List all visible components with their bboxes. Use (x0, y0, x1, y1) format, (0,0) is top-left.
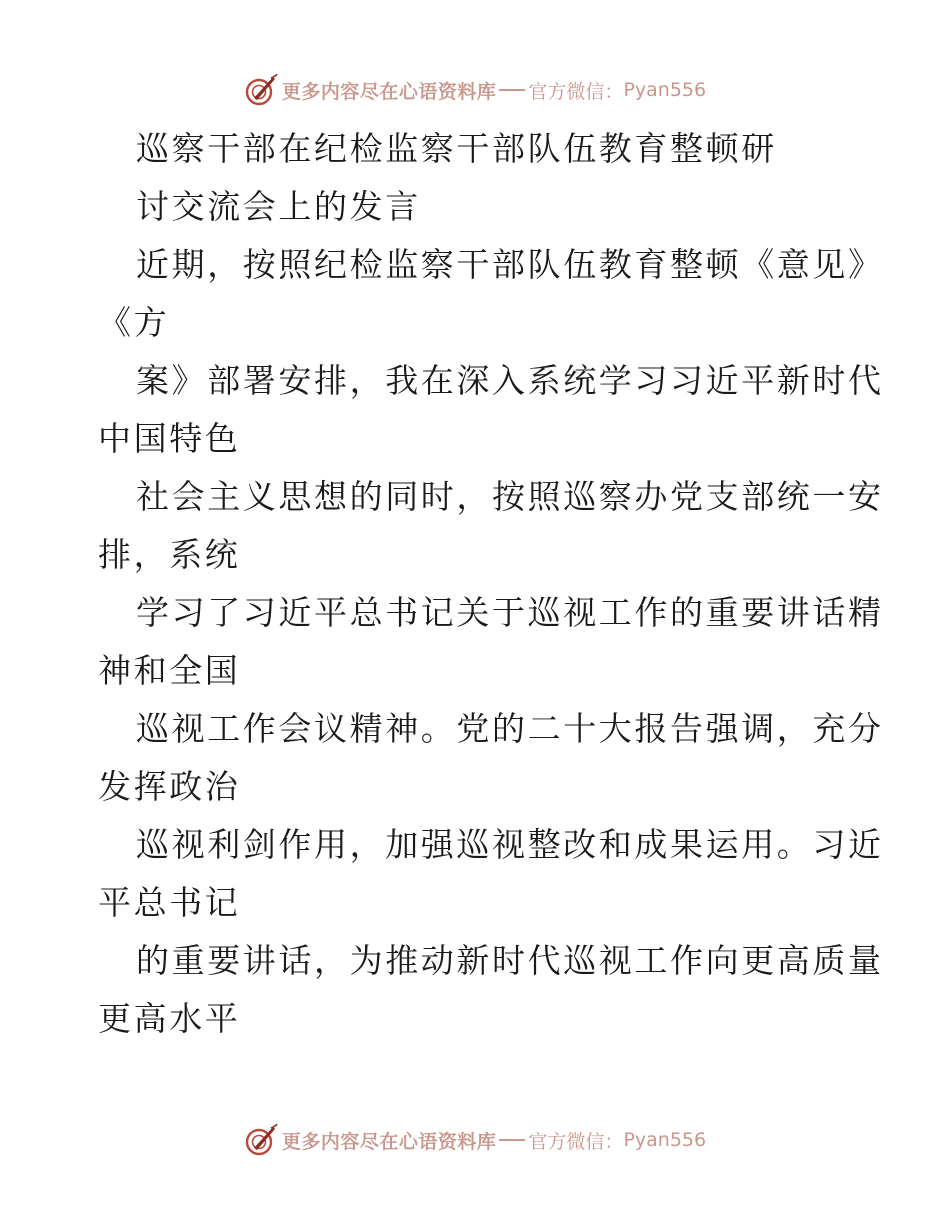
paragraph-line: 学习了习近平总书记关于巡视工作的重要讲话精 (136, 593, 884, 632)
watermark-text: 更多内容尽在心语资料库 (281, 1130, 497, 1153)
paragraph-line: 发挥政治 (98, 767, 241, 806)
paragraph-line: 排，系统 (98, 535, 241, 574)
watermark-dash (499, 89, 525, 91)
watermark-wechat-id: Pyan556 (623, 1129, 707, 1151)
header-watermark (0, 70, 950, 110)
paragraph-line: 巡视利剑作用，加强巡视整改和成果运用。习近 (136, 825, 884, 864)
quill-logo-icon (244, 1123, 278, 1157)
paragraph-line: 近期，按照纪检监察干部队伍教育整顿《意见》 (136, 245, 884, 284)
watermark-text: 更多内容尽在心语资料库 (281, 80, 497, 103)
paragraph-line: 巡视工作会议精神。党的二十大报告强调，充分 (136, 709, 884, 748)
watermark-wechat-label: 官方微信： (528, 80, 624, 103)
quill-logo-icon (244, 73, 278, 107)
watermark-wechat-id: Pyan556 (623, 79, 707, 101)
paragraph-line: 社会主义思想的同时，按照巡察办党支部统一安 (136, 477, 884, 516)
document-title-line: 讨交流会上的发言 (136, 187, 421, 226)
paragraph-line: 更高水平 (98, 999, 241, 1038)
watermark-dash (499, 1139, 525, 1141)
paragraph-line: 的重要讲话，为推动新时代巡视工作向更高质量 (136, 941, 884, 980)
paragraph-line: 中国特色 (98, 419, 241, 458)
paragraph-line: 案》部署安排，我在深入系统学习习近平新时代 (136, 361, 884, 400)
paragraph-line: 平总书记 (98, 883, 241, 922)
document-title-line: 巡察干部在纪检监察干部队伍教育整顿研 (136, 129, 777, 168)
footer-watermark (0, 1120, 950, 1160)
document-body (98, 120, 884, 1048)
paragraph-line: 神和全国 (98, 651, 241, 690)
paragraph-line: 《方 (98, 303, 170, 342)
watermark-wechat-label: 官方微信： (528, 1130, 624, 1153)
